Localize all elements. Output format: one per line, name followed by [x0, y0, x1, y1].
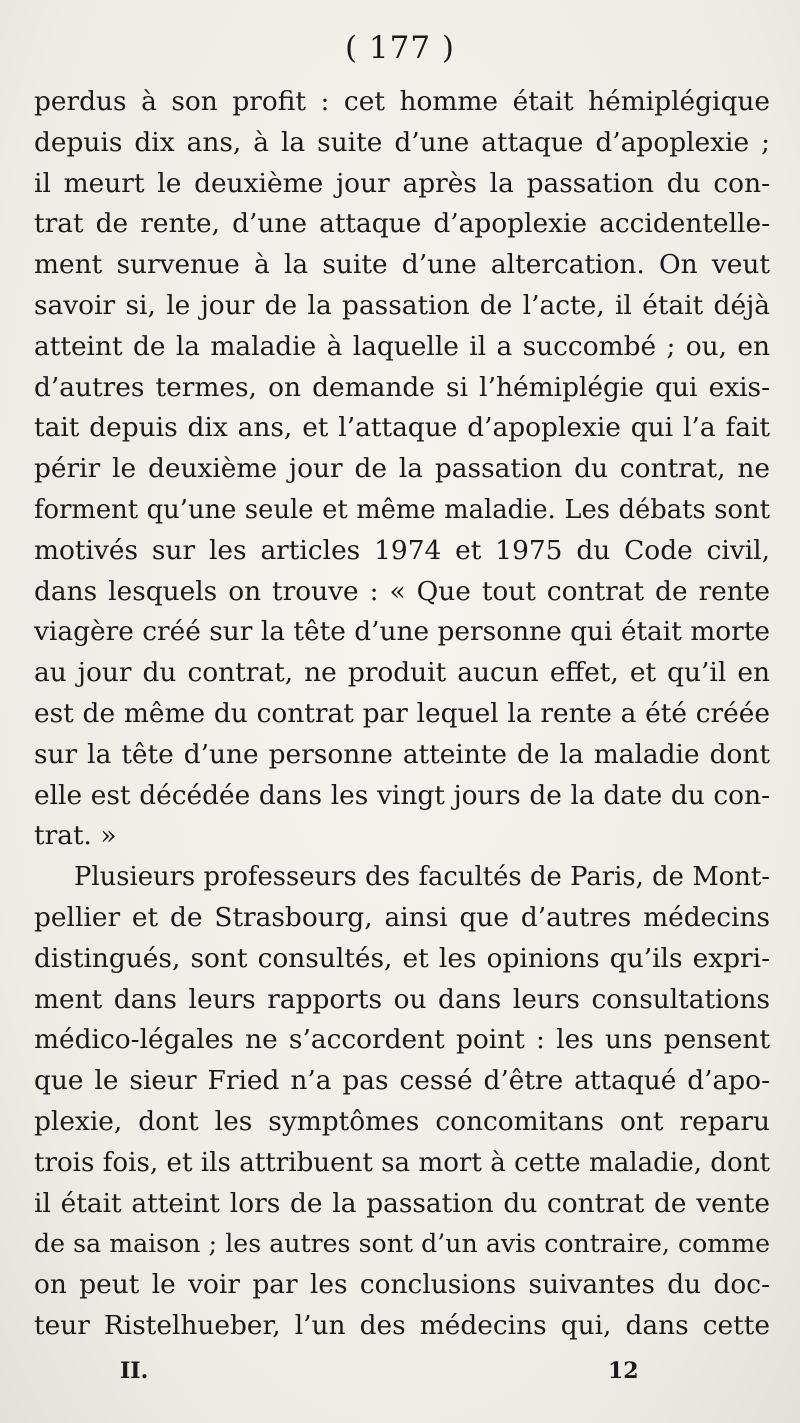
text-line: est de même du contrat par lequel la rente a été créée	[34, 697, 770, 729]
text-line: au jour du contrat, ne produit aucun effet, et qu’il en	[34, 657, 770, 689]
text-line: savoir si, le jour de la passation de l’acte, il était déjà	[34, 289, 770, 321]
text-line: motivés sur les articles 1974 et 1975 du Code civil,	[34, 534, 770, 566]
text-line: trois fois, et ils attribuent sa mort à cette maladie, dont	[34, 1147, 770, 1178]
text-line: on peut le voir par les conclusions suivantes du doc-	[34, 1269, 770, 1301]
signature-mark: II.	[120, 1358, 149, 1384]
body-text	[34, 82, 770, 1347]
page-number: ( 177 )	[344, 30, 456, 66]
text-line: ment survenue à la suite d’une altercation. On veut	[34, 249, 770, 281]
text-line: médico-légales ne s’accordent point : les uns pensent	[34, 1024, 770, 1056]
page-footer	[0, 1358, 800, 1388]
text-line: dans lesquels on trouve : « Que tout contrat de rente	[34, 575, 770, 607]
text-line: elle est décédée dans les vingt jours de la date du con-	[34, 779, 770, 811]
text-line: trat. »	[34, 820, 117, 852]
text-line: distingués, sont consultés, et les opinions qu’ils expri-	[34, 942, 770, 974]
folio-number: 12	[608, 1358, 639, 1384]
text-line: pellier et de Strasbourg, ainsi que d’autres médecins	[34, 901, 770, 933]
text-line: de sa maison ; les autres sont d’un avis contraire, comme	[34, 1229, 770, 1259]
text-line: il était atteint lors de la passation du contrat de vente	[34, 1187, 770, 1219]
text-line: viagère créé sur la tête d’une personne qui était morte	[34, 616, 770, 648]
text-line: trat de rente, d’une attaque d’apoplexie accidentelle-	[34, 208, 770, 240]
text-line: il meurt le deuxième jour après la passation du con-	[34, 167, 770, 199]
text-line: perdus à son profit : cet homme était hémiplégique	[34, 86, 770, 117]
text-line: ment dans leurs rapports ou dans leurs consultations	[34, 983, 770, 1015]
text-line: périr le deuxième jour de la passation du contrat, ne	[34, 453, 770, 485]
text-line: sur la tête d’une personne atteinte de la maladie dont	[34, 738, 770, 770]
text-line: Plusieurs professeurs des facultés de Paris, de Mont-	[74, 862, 770, 893]
text-line: atteint de la maladie à laquelle il a succombé ; ou, en	[34, 330, 770, 362]
text-line: depuis dix ans, à la suite d’une attaque d’apoplexie ;	[34, 126, 770, 158]
text-line: d’autres termes, on demande si l’hémiplégie qui exis-	[34, 371, 770, 403]
text-line: tait depuis dix ans, et l’attaque d’apoplexie qui l’a fait	[34, 412, 770, 444]
text-line: que le sieur Fried n’a pas cessé d’être attaqué d’apo-	[34, 1065, 770, 1097]
text-line: plexie, dont les symptômes concomitans ont reparu	[34, 1105, 770, 1137]
text-line: forment qu’une seule et même maladie. Les débats sont	[34, 494, 770, 525]
text-line: teur Ristelhueber, l’un des médecins qui, dans cette	[34, 1309, 770, 1341]
